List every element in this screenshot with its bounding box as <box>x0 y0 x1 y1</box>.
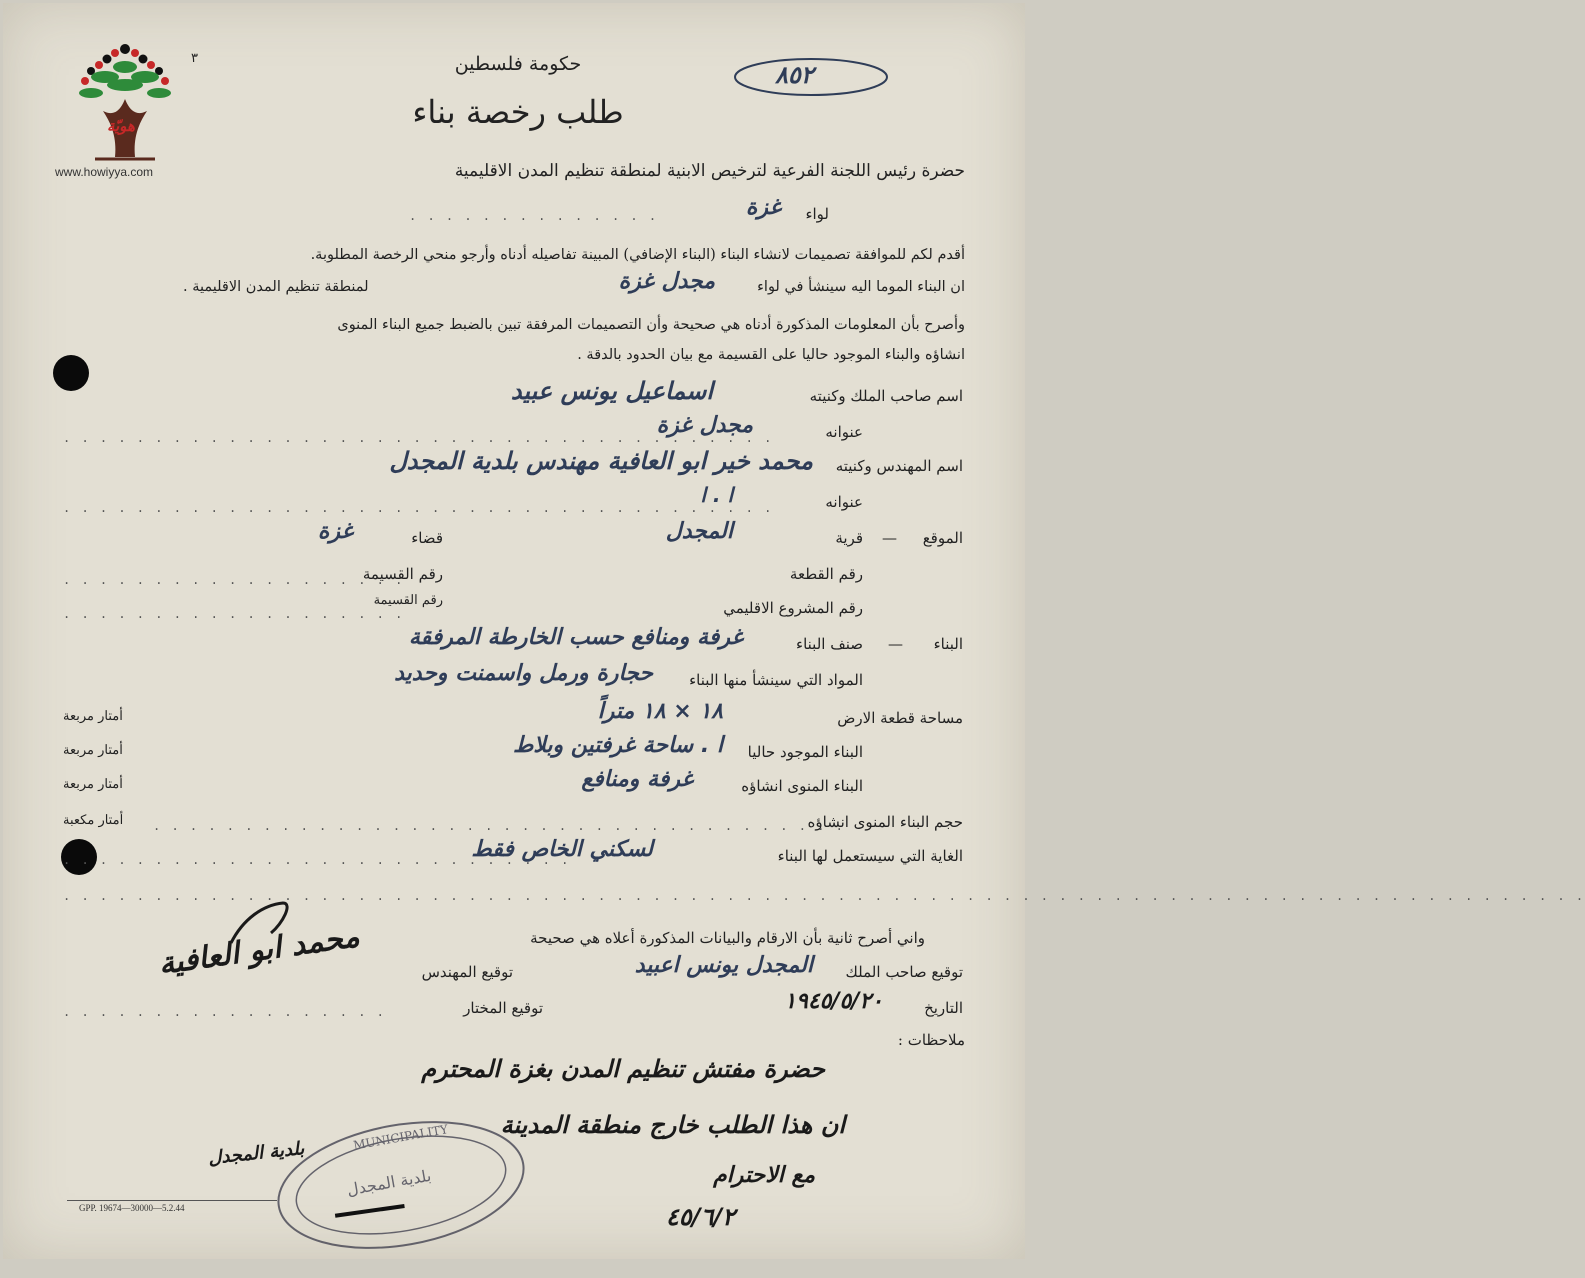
engineer-signature: محمد ابو العافية <box>156 919 362 982</box>
project-label: رقم المشروع الاقليمي <box>723 599 863 617</box>
building-label: البناء <box>933 635 963 653</box>
reference-number-oval <box>731 55 891 99</box>
owner-address-value: مجدل غزة <box>656 413 753 438</box>
plot-label: رقم القسيمة <box>362 565 443 583</box>
owner-signature-label: توقيع صاحب الملك <box>845 963 963 981</box>
engineer-row <box>63 447 963 481</box>
dots: . . . . . . . . . . . . . . . . . . <box>63 1005 386 1019</box>
corner-mark: ٣ <box>191 51 198 66</box>
engineer-label: اسم المهندس وكنيته <box>835 457 963 475</box>
notes-date: ٤٥/٦/٢ <box>665 1203 735 1231</box>
intro-line-1: أقدم لكم للموافقة تصميمات لانشاء البناء (البناء الإضافي) المبينة تفاصيله أدناه وأرجو منحي الرخصة المطلوبة. <box>310 247 965 263</box>
owner-signature-value: المجدل يونس اعبيد <box>634 953 813 978</box>
building-type-label: صنف البناء <box>796 635 863 653</box>
building-type-row <box>63 625 963 659</box>
purpose-row <box>63 837 963 871</box>
planned-row <box>63 767 963 801</box>
district-value: غزة <box>745 195 781 220</box>
land-area-value: ١٨ × ١٨ متراً <box>597 699 723 724</box>
volume-label: حجم البناء المنوى انشاؤه <box>807 813 963 831</box>
intro-line-2-value: مجدل غزة <box>618 269 715 294</box>
dots: . . . . . . . . . . . . . . . . . . . . . . . . . . . . . . . . . . . . . . <box>153 819 845 833</box>
declaration-text: واني أصرح ثانية بأن الارقام والبيانات المذكورة أعلاه هي صحيحة <box>530 929 925 947</box>
stamp-text-en: MUNICIPALITY <box>352 1122 450 1153</box>
planned-value: غرفة ومنافع <box>581 767 693 792</box>
owner-address-row <box>63 413 963 447</box>
intro-line-3: وأصرح بأن المعلومات المذكورة أدناه هي صحيحة وأن التصميمات المرفقة تبين بالضبط جميع البناء المنوى <box>337 317 965 333</box>
subdistrict-label: قضاء <box>411 529 443 547</box>
materials-value: حجارة ورمل واسمنت وحديد <box>394 661 653 686</box>
existing-row <box>63 733 963 767</box>
district-label: لواء <box>805 205 829 223</box>
signature-flourish-icon <box>223 899 313 949</box>
purpose-value: لسكني الخاص فقط <box>471 837 653 862</box>
blank-dotted-line: . . . . . . . . . . . . . . . . . . . . . . . . . . . . . . . . . . . . . . . . . . . . . . . . . . . . . . . . . . . . . . . . . . . . . . . . . . . . . . . . . . . <box>63 889 1585 903</box>
dots: . . . . . . . . . . . . . . . . . . . . . . . . . . . . . . . . . . . . . . . <box>63 431 774 445</box>
land-area-label: مساحة قطعة الارض <box>837 709 963 727</box>
building-type-value: غرفة ومنافع حسب الخارطة المرفقة <box>408 625 743 650</box>
dots: . . . . . . . . . . . . . . . . . . . . . . . . . . . . . . . . . . . . . . . <box>63 501 774 515</box>
dash: — <box>888 635 903 653</box>
materials-row <box>63 661 963 695</box>
dots: . . . . . . . . . . . . . . . . . . . . . . . . . . . . <box>63 853 571 867</box>
logo-url: www.howiyya.com <box>55 165 154 179</box>
reference-number: ٨٥٢ <box>775 61 814 89</box>
subdistrict-value: غزة <box>317 519 353 544</box>
dots: . . . . . . . . . . . . . . . . . . . <box>63 607 405 621</box>
date-row <box>63 989 963 1023</box>
printer-code: GPP. 19674—30000—5.2.44 <box>79 1203 185 1213</box>
district-dots: . . . . . . . . . . . . . . <box>409 209 659 223</box>
planned-label: البناء المنوى انشاؤه <box>741 777 863 795</box>
date-label: التاريخ <box>924 999 963 1017</box>
date-value: ١٩٤٥/٥/٢٠ <box>784 989 883 1014</box>
notes-line-1: حضرة مفتش تنظيم المدن بغزة المحترم <box>421 1055 825 1083</box>
logo <box>55 37 195 187</box>
stamp-side-text: بلدية المجدل <box>207 1138 306 1169</box>
notes-line-2: ان هذا الطلب خارج منطقة المدينة <box>500 1111 845 1139</box>
tree-logo-icon <box>55 37 195 167</box>
form-title: طلب رخصة بناء <box>412 93 624 131</box>
addressee-line: حضرة رئيس اللجنة الفرعية لترخيص الابنية لمنطقة تنظيم المدن الاقليمية <box>454 161 965 181</box>
land-area-row <box>63 699 963 733</box>
engineer-address-label: عنوانه <box>825 493 863 511</box>
owner-address-label: عنوانه <box>825 423 863 441</box>
owner-row <box>63 377 963 411</box>
printer-rule <box>67 1200 277 1201</box>
project-row <box>63 593 963 623</box>
engineer-address-value: ا . ا <box>700 483 733 507</box>
district-line <box>409 195 829 229</box>
parcel-row <box>63 563 963 589</box>
mukhtar-label: توقيع المختار <box>463 999 543 1017</box>
location-row <box>63 519 963 553</box>
engineer-signature-label: توقيع المهندس <box>421 963 513 981</box>
purpose-label: الغاية التي سيستعمل لها البناء <box>777 847 963 865</box>
plot-label-2: رقم القسيمة <box>373 593 443 608</box>
existing-label: البناء الموجود حاليا <box>747 743 863 761</box>
planned-unit: أمتار مربعة <box>63 777 123 792</box>
engineer-address-row <box>63 483 963 517</box>
notes-label: ملاحظات : <box>897 1031 965 1049</box>
intro-line-2-prefix: ان البناء الموما اليه سينشأ في لواء <box>757 279 965 295</box>
intro-line-4: انشاؤه والبناء الموجود حاليا على القسيمة مع بيان الحدود بالدقة . <box>577 347 965 363</box>
dash: — <box>882 529 897 547</box>
notes-line-3: مع الاحترام <box>713 1163 815 1188</box>
volume-row <box>63 811 963 837</box>
dots: . . . . . . . . . . . . . . . . . . . <box>63 573 405 587</box>
village-label: قرية <box>835 529 863 547</box>
engineer-value: محمد خير ابو العافية مهندس بلدية المجدل <box>389 447 813 475</box>
existing-value: ا . ساحة غرفتين وبلاط <box>512 733 723 758</box>
materials-label: المواد التي سينشأ منها البناء <box>689 671 863 689</box>
existing-unit: أمتار مربعة <box>63 743 123 758</box>
stamp-text-ar: بلدية المجدل <box>345 1165 433 1200</box>
intro-line-2 <box>183 269 965 305</box>
owner-value: اسماعيل يونس عبيد <box>510 377 713 405</box>
volume-unit: أمتار مكعبة <box>63 813 124 828</box>
logo-script-text: هويّة <box>107 117 135 135</box>
parcel-label: رقم القطعة <box>789 565 863 583</box>
document-page <box>3 3 1585 1259</box>
land-area-unit: أمتار مربعة <box>63 709 123 724</box>
owner-label: اسم صاحب الملك وكنيته <box>809 387 963 405</box>
government-heading: حكومة فلسطين <box>454 53 582 75</box>
intro-line-2-suffix: لمنطقة تنظيم المدن الاقليمية . <box>183 279 369 295</box>
location-label: الموقع <box>922 529 963 547</box>
village-value: المجدل <box>665 519 733 544</box>
